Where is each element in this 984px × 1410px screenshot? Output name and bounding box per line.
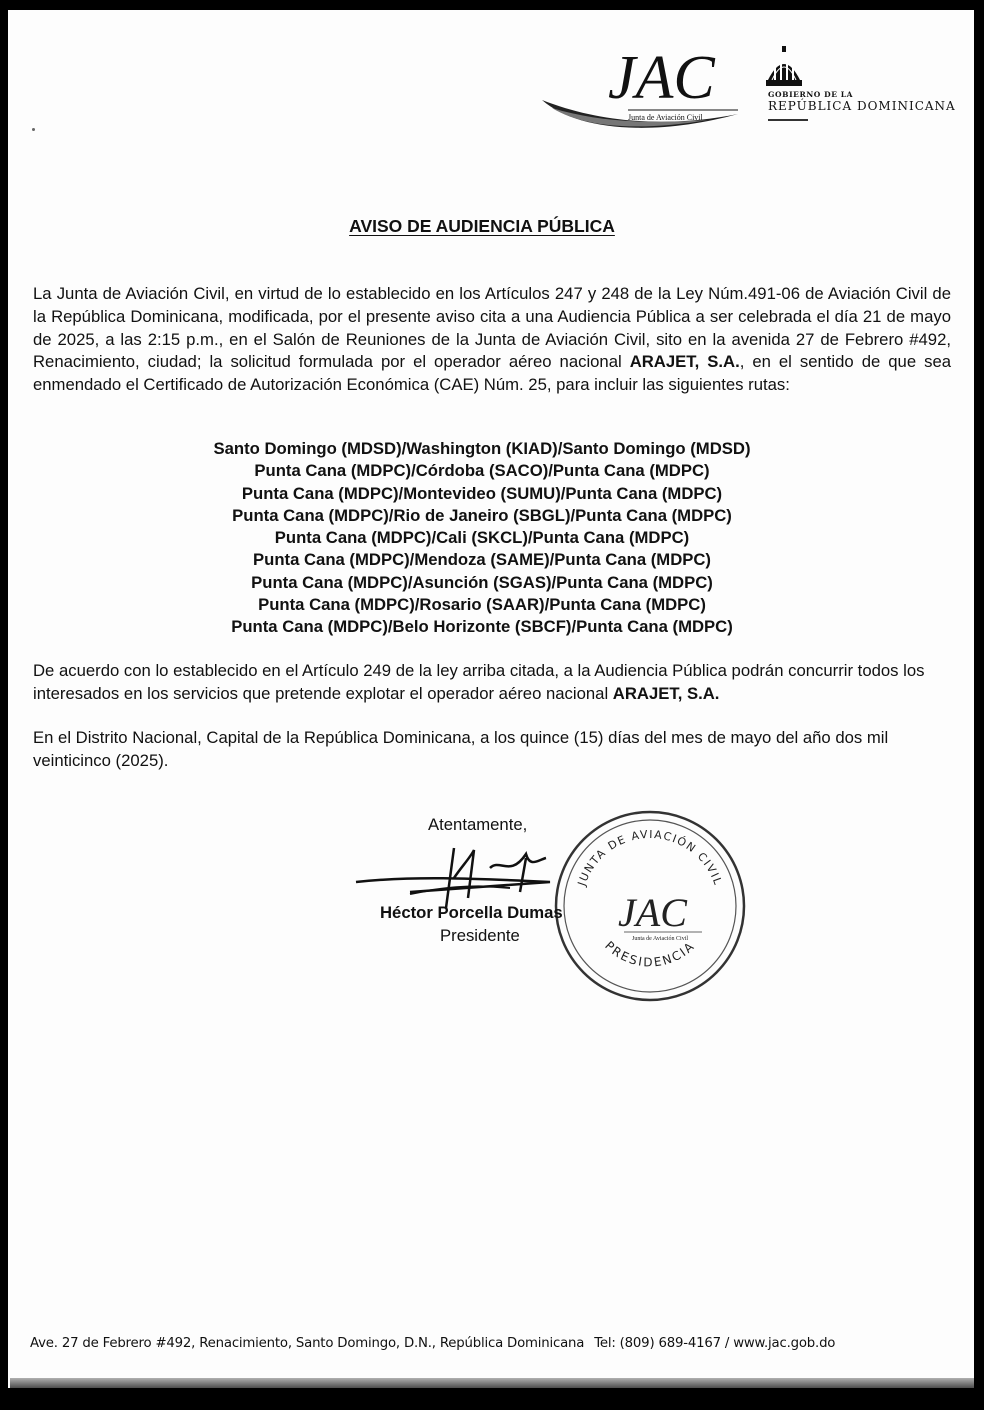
closing-salutation: Atentamente, bbox=[428, 815, 528, 834]
jac-logo bbox=[538, 40, 748, 132]
route-item: Punta Cana (MDPC)/Montevideo (SUMU)/Punta Cana (MDPC) bbox=[241, 483, 723, 503]
paragraph-notice-tail: , en el sentido de que sea enmendado el Certificado de Autorización Económica (CAE) Núm. 25, para incluir las siguientes rutas: bbox=[33, 352, 952, 395]
route-item: Punta Cana (MDPC)/Rio de Janeiro (SBGL)/Punta Cana (MDPC) bbox=[232, 505, 732, 525]
signer-name: Héctor Porcella Dumas bbox=[380, 903, 563, 922]
route-item: Punta Cana (MDPC)/Belo Horizonte (SBCF)/Punta Cana (MDPC) bbox=[231, 617, 733, 637]
route-item: Punta Cana (MDPC)/Asunción (SGAS)/Punta Cana (MDPC) bbox=[251, 572, 713, 592]
scan-border-left bbox=[0, 0, 8, 1410]
operator-name: ARAJET, S.A. bbox=[612, 683, 720, 703]
scan-border-bottom bbox=[0, 1388, 984, 1410]
gov-logo-line2: REPÚBLICA DOMINICANA bbox=[768, 99, 956, 113]
route-item: Santo Domingo (MDSD)/Washington (KIAD)/Santo Domingo (MDSD) bbox=[213, 439, 751, 458]
signer-title: Presidente bbox=[440, 926, 520, 945]
paragraph-attendance bbox=[33, 660, 951, 706]
gov-logo-line1: GOBIERNO DE LA bbox=[768, 90, 854, 99]
svg-text:PRESIDENCIA bbox=[602, 938, 698, 969]
paragraph-attendance-text: De acuerdo con lo establecido en el Artículo 249 de la ley arriba citada, a la Audiencia Pública podrán concurrir todos los interesados en los servicios que pretende explotar el operador aéreo nacional bbox=[33, 661, 925, 703]
government-logo-text bbox=[768, 90, 956, 113]
paragraph-date-place: En el Distrito Nacional, Capital de la República Dominicana, a los quince (15) días del mes de mayo del año dos mil veinticinco (2025). bbox=[33, 728, 889, 770]
route-item: Punta Cana (MDPC)/Rosario (SAAR)/Punta Cana (MDPC) bbox=[258, 595, 706, 615]
document-title: AVISO DE AUDIENCIA PÚBLICA bbox=[349, 216, 615, 236]
footer-phone-website: Tel: (809) 689-4167 / www.jac.gob.do bbox=[594, 1336, 836, 1351]
seal-top-text: JUNTA DE AVIACIÓN CIVIL bbox=[575, 827, 725, 888]
scan-border-top bbox=[0, 0, 984, 10]
gov-logo-rule bbox=[768, 119, 808, 121]
route-item: Punta Cana (MDPC)/Mendoza (SAME)/Punta Cana (MDPC) bbox=[253, 550, 711, 570]
operator-name: ARAJET, S.A. bbox=[629, 352, 740, 372]
jac-logo-tagline: Junta de Aviación Civil bbox=[628, 113, 703, 122]
route-item: Punta Cana (MDPC)/Cali (SKCL)/Punta Cana (MDPC) bbox=[274, 528, 690, 548]
footer-address: Ave. 27 de Febrero #492, Renacimiento, Santo Domingo, D.N., República Dominicana bbox=[30, 1336, 585, 1351]
paragraph-notice bbox=[33, 283, 951, 397]
seal-bottom-text: PRESIDENCIA bbox=[602, 938, 698, 970]
routes-list bbox=[0, 438, 964, 639]
scan-speck bbox=[32, 128, 35, 131]
seal-center-tagline: Junta de Aviación Civil bbox=[632, 936, 689, 942]
paragraph-notice-text: La Junta de Aviación Civil, en virtud de lo establecido en los Artículos 247 y 248 de la Ley Núm.491-06 de Aviación Civil de la República Dominicana, modificada, por el presente aviso cita a una Audiencia Pública a ser celebrada el día 21 de mayo de 2025, a las 2:15 p.m., en el Salón de Reuniones de la Junta de Aviación Civil, sito en la avenida 27 de Febrero #492, Renacimiento, ciudad; la solicitud formulada por el operador aéreo nacional bbox=[33, 284, 951, 372]
seal-center-letters: JAC bbox=[618, 890, 687, 935]
route-item: Punta Cana (MDPC)/Córdoba (SACO)/Punta Cana (MDPC) bbox=[254, 461, 710, 481]
jac-logo-letters: JAC bbox=[608, 44, 715, 112]
footer-contact bbox=[30, 1336, 950, 1351]
scan-border-right bbox=[974, 0, 984, 1410]
